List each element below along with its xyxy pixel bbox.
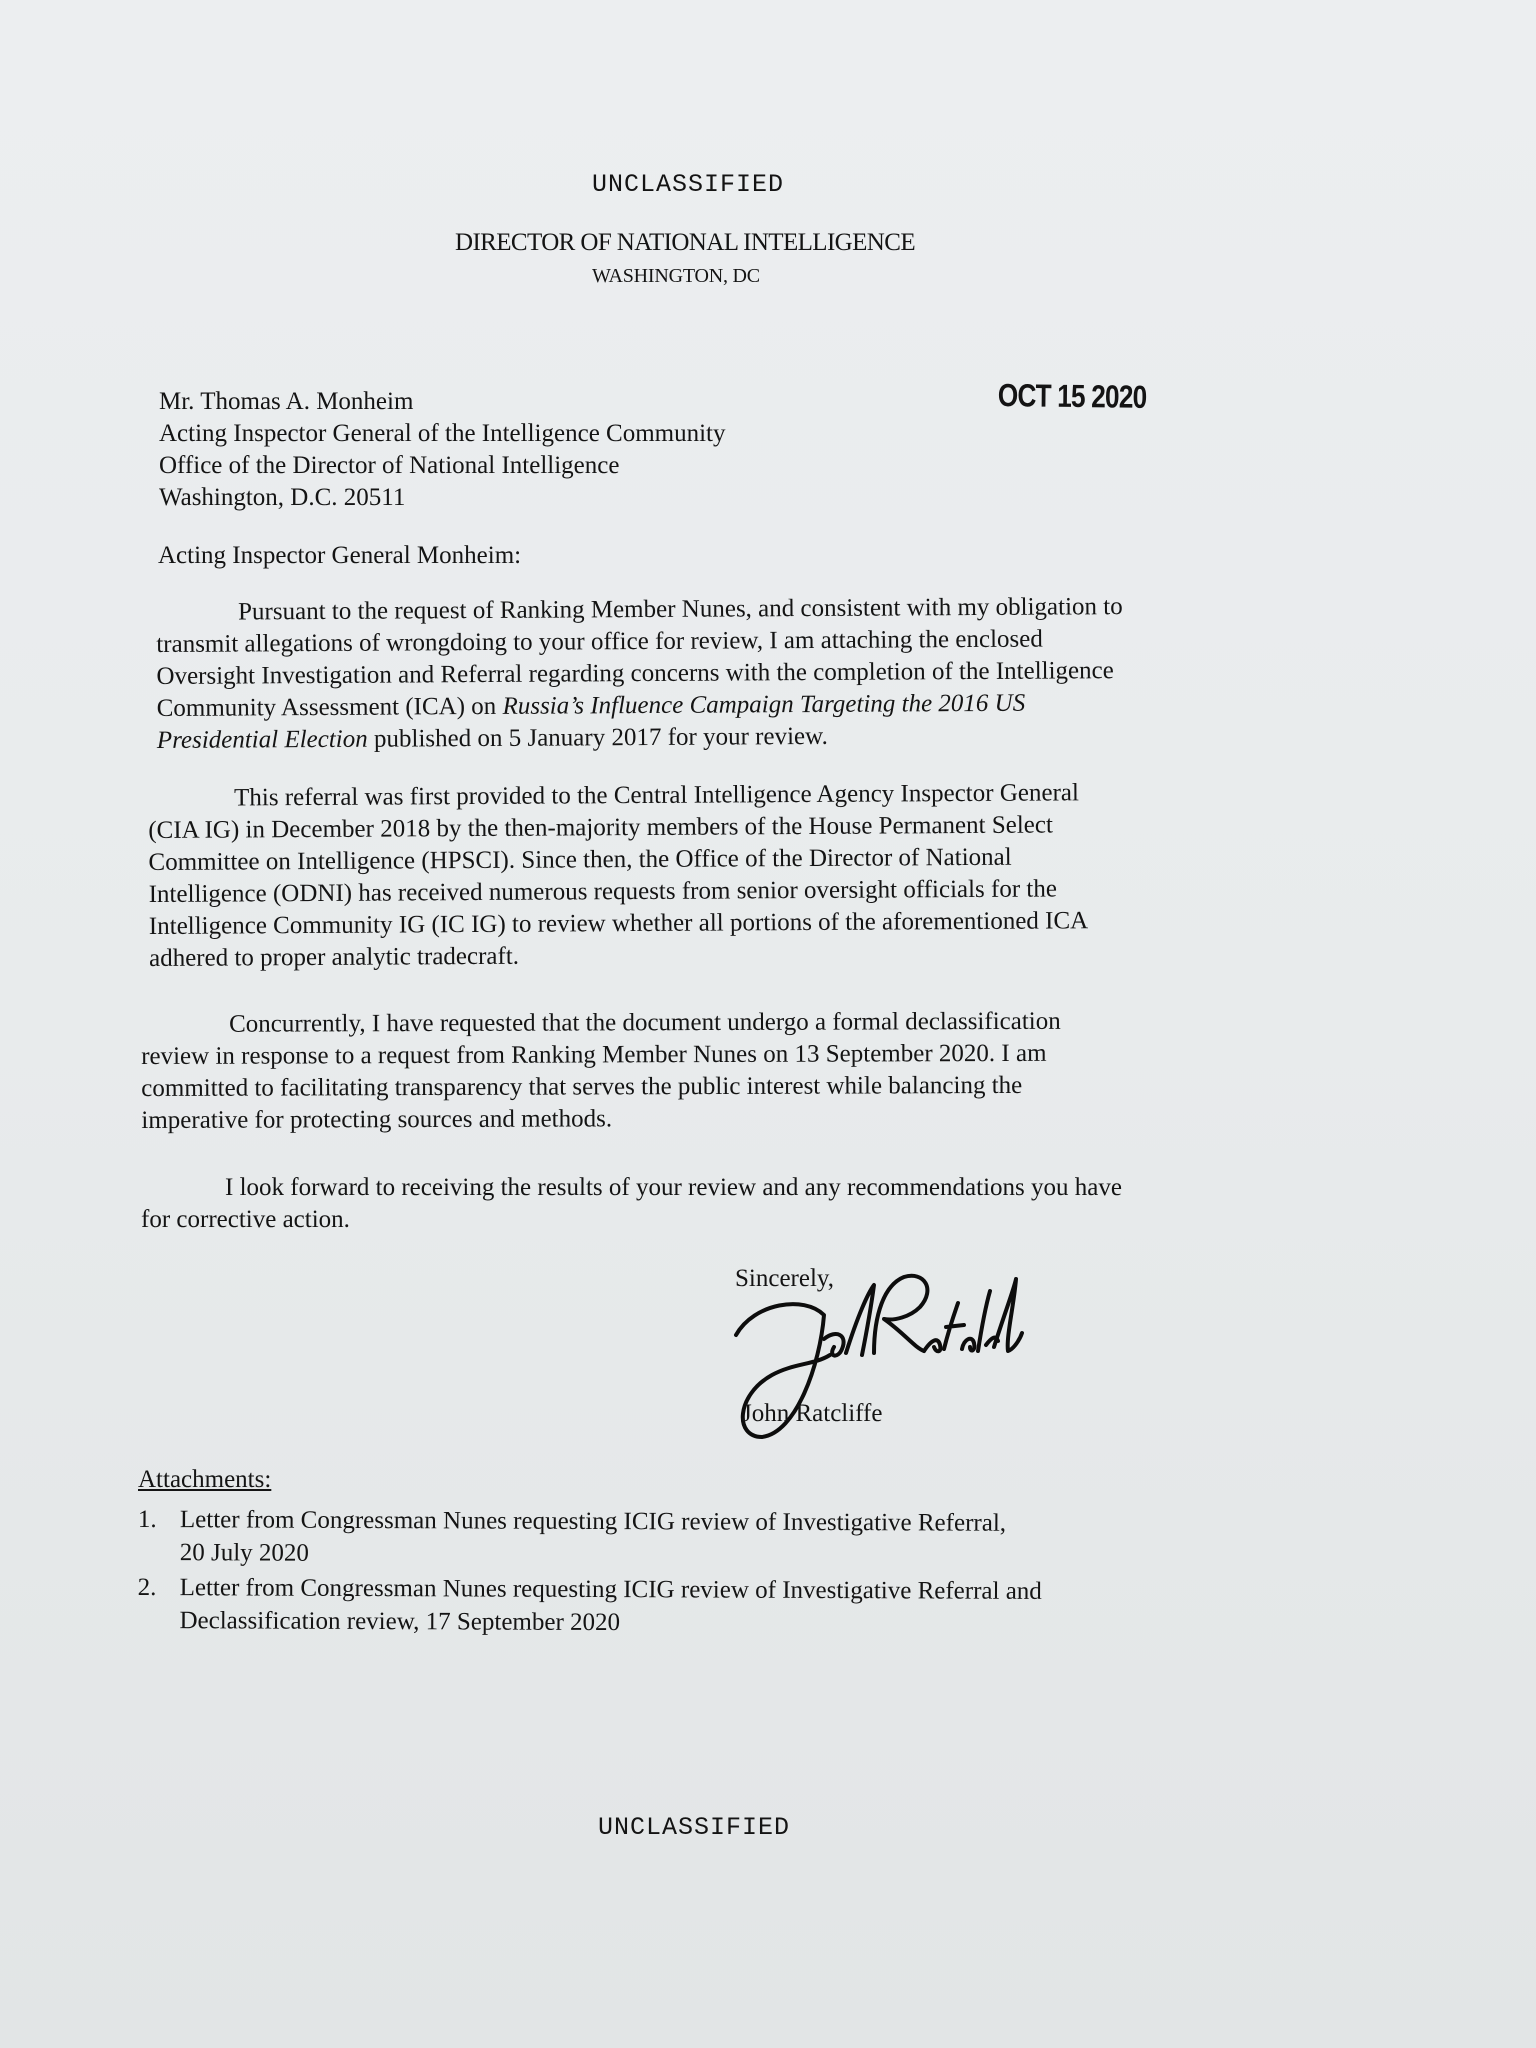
- paragraph-line: imperative for protecting sources and methods.: [141, 1105, 613, 1134]
- recipient-name: Mr. Thomas A. Monheim: [159, 388, 414, 415]
- attachment-item: [137, 1571, 1042, 1641]
- attachments-heading: Attachments:: [138, 1466, 272, 1493]
- paragraph-line: I look forward to receiving the results of your review and any recommendations you have: [225, 1174, 1122, 1201]
- body-paragraph-2: [148, 777, 1088, 975]
- attachments-list: [137, 1503, 1042, 1641]
- paragraph-line: Pursuant to the request of Ranking Member Nunes, and consistent with my obligation to: [238, 593, 1123, 626]
- paragraph-line: Oversight Investigation and Referral regarding concerns with the completion of the Intelligence: [156, 657, 1114, 690]
- attachment-text: 20 July 2020: [179, 1539, 310, 1567]
- date-stamp: OCT 15 2020: [997, 377, 1147, 415]
- report-title-italic: Russia’s Influence Campaign Targeting the 2016 US: [502, 689, 1026, 720]
- report-title-italic: Presidential Election: [156, 725, 368, 754]
- recipient-office: Office of the Director of National Intelligence: [159, 452, 620, 479]
- closing: Sincerely,: [735, 1265, 835, 1292]
- attachment-number: 2.: [137, 1573, 157, 1602]
- paragraph-line: Committee on Intelligence (HPSCI). Since then, the Office of the Director of National: [148, 843, 1012, 876]
- salutation: Acting Inspector General Monheim:: [158, 542, 522, 569]
- body-paragraph-1: [156, 591, 1124, 757]
- attachment-text: Letter from Congressman Nunes requesting ICIG review of Investigative Referral,: [179, 1506, 1007, 1537]
- paragraph-line: Intelligence (ODNI) has received numerous requests from senior oversight officials for the: [148, 875, 1058, 908]
- paragraph-line: committed to facilitating transparency that serves the public interest while balancing the: [141, 1071, 1023, 1102]
- recipient-address-block: [159, 386, 726, 514]
- paragraph-line: Presidential Election published on 5 January 2017 for your review.: [156, 722, 828, 754]
- attachment-text: Letter from Congressman Nunes requesting ICIG review of Investigative Referral and: [179, 1574, 1042, 1605]
- paragraph-line: adhered to proper analytic tradecraft.: [148, 942, 520, 972]
- paragraph-line: Intelligence Community IG (IC IG) to review whether all portions of the aforementioned ICA: [148, 907, 1089, 940]
- recipient-city: Washington, D.C. 20511: [159, 484, 406, 511]
- letterhead-title: DIRECTOR OF NATIONAL INTELLIGENCE: [455, 229, 916, 256]
- letterhead-location: WASHINGTON, DC: [592, 265, 760, 287]
- paragraph-line: (CIA IG) in December 2018 by the then-majority members of the House Permanent Select: [148, 811, 1053, 844]
- signatory-name: John Ratcliffe: [742, 1400, 883, 1427]
- paragraph-line: Concurrently, I have requested that the document undergo a formal declassification: [229, 1007, 1061, 1038]
- paragraph-line: transmit allegations of wrongdoing to your office for review, I am attaching the enclosed: [156, 625, 1043, 658]
- classification-marking-top: UNCLASSIFIED: [592, 170, 785, 199]
- paragraph-line: Community Assessment (ICA) on Russia’s Influence Campaign Targeting the 2016 US: [156, 689, 1026, 722]
- paragraph-line: for corrective action.: [141, 1206, 350, 1233]
- attachment-item: [138, 1503, 1043, 1573]
- paragraph-line: review in response to a request from Ranking Member Nunes on 13 September 2020. I am: [141, 1039, 1047, 1070]
- body-paragraph-4: [141, 1172, 1122, 1236]
- attachment-number: 1.: [137, 1506, 157, 1534]
- classification-marking-bottom: UNCLASSIFIED: [598, 1813, 791, 1842]
- attachment-text: Declassification review, 17 September 2020: [179, 1607, 621, 1637]
- body-paragraph-3: [141, 1006, 1061, 1137]
- paragraph-line: This referral was first provided to the Central Intelligence Agency Inspector General: [234, 779, 1079, 812]
- recipient-title: Acting Inspector General of the Intelligence Community: [159, 420, 726, 447]
